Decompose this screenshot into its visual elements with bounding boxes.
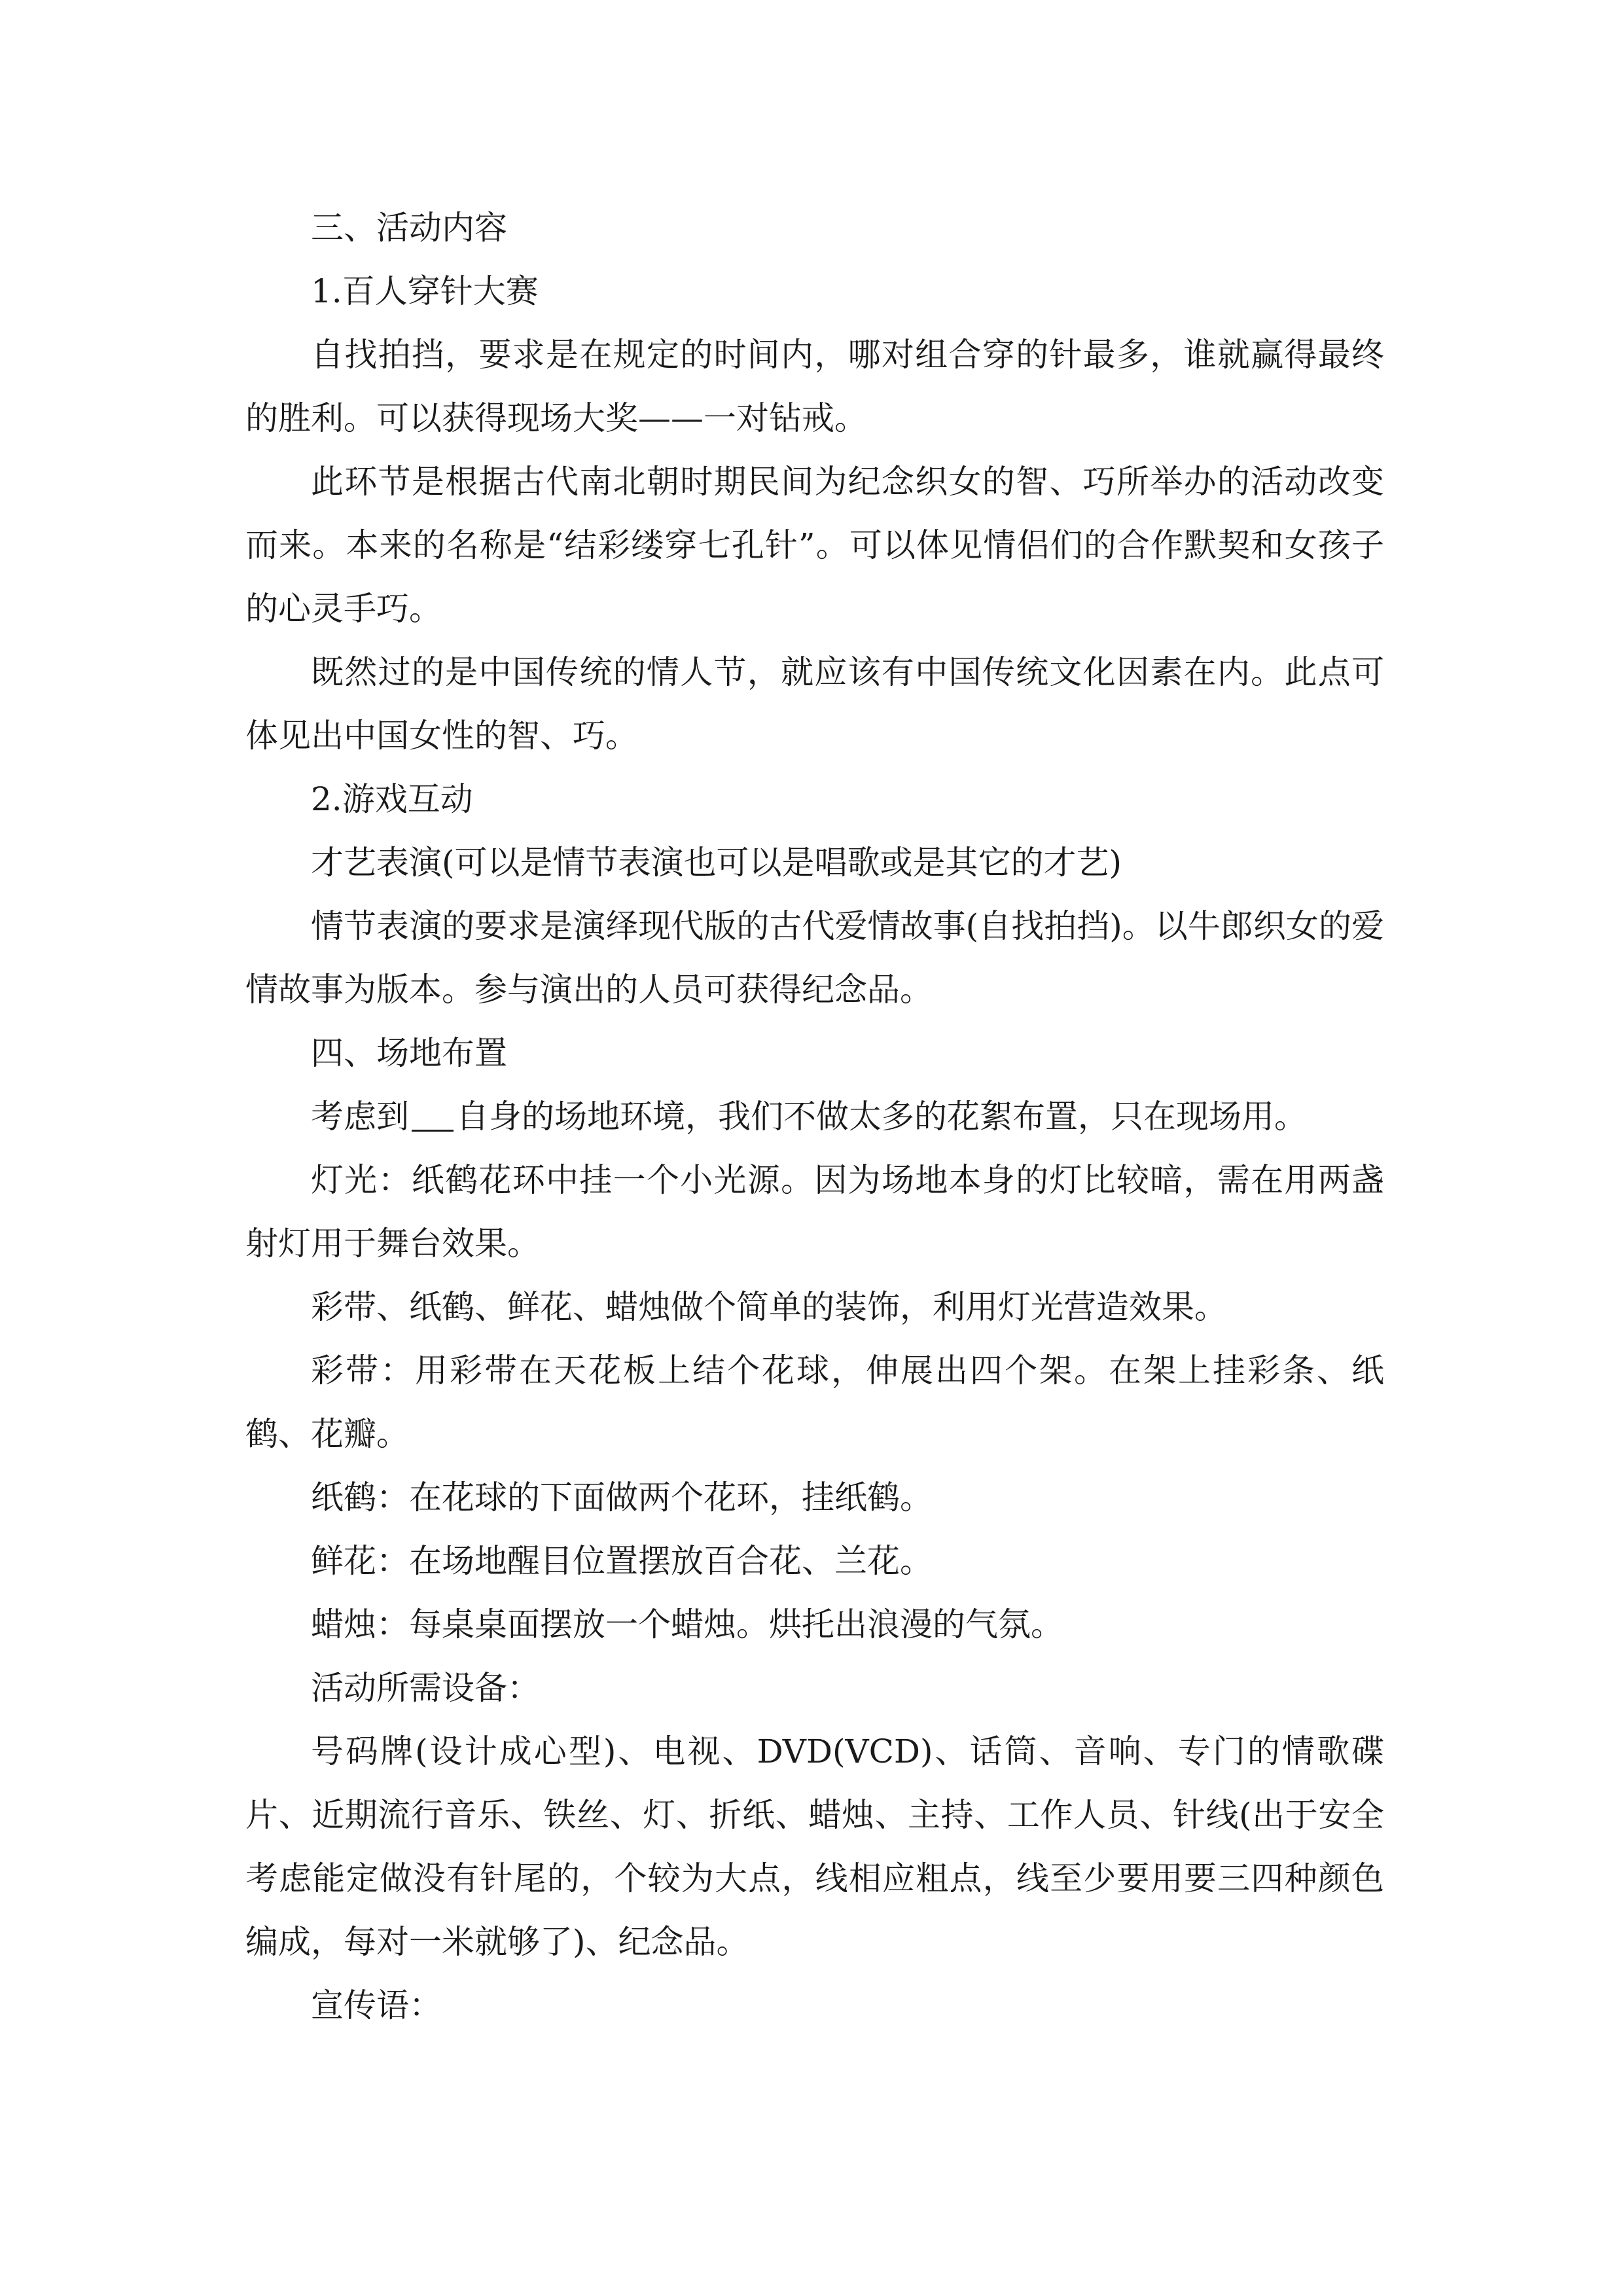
item-1-rules: 自找拍挡，要求是在规定的时间内，哪对组合穿的针最多，谁就赢得最终的胜利。可以获得现场大奖——一对钻戒。 (245, 336, 1384, 437)
venue-intro-before: 考虑到 (311, 1098, 409, 1136)
ribbons: 彩带：用彩带在天花板上结个花球，伸展出四个架。在架上挂彩条、纸鹤、花瓣。 (245, 1352, 1384, 1453)
equipment-heading: 活动所需设备： (311, 1669, 540, 1707)
document-page (245, 196, 1384, 2037)
item-1-origin: 此环节是根据古代南北朝时期民间为纪念织女的智、巧所举办的活动改变而来。本来的名称是“结彩缕穿七孔针”。可以体见情侣们的合作默契和女孩子的心灵手巧。 (245, 463, 1384, 628)
item-1-meaning: 既然过的是中国传统的情人节，就应该有中国传统文化因素在内。此点可体见出中国女性的智、巧。 (245, 653, 1384, 755)
item-1-heading: 1.百人穿针大赛 (311, 272, 539, 310)
item-2-drama: 情节表演的要求是演绎现代版的古代爱情故事(自找拍挡)。以牛郎织女的爱情故事为版本。参与演出的人员可获得纪念品。 (245, 907, 1384, 1009)
venue-intro (245, 1085, 1384, 1149)
section-3-heading: 三、活动内容 (311, 209, 507, 247)
slogan-heading: 宣传语： (311, 1986, 442, 2024)
venue-intro-after: 自身的场地环境，我们不做太多的花絮布置，只在现场用。 (456, 1098, 1307, 1136)
lighting: 灯光：纸鹤花环中挂一个小光源。因为场地本身的灯比较暗，需在用两盏射灯用于舞台效果。 (245, 1161, 1384, 1263)
decor-summary: 彩带、纸鹤、鲜花、蜡烛做个简单的装饰，利用灯光营造效果。 (311, 1288, 1227, 1326)
item-2-heading: 2.游戏互动 (311, 780, 473, 818)
section-4-heading: 四、场地布置 (311, 1034, 507, 1072)
equipment-list: 号码牌(设计成心型)、电视、DVD(VCD)、话筒、音响、专门的情歌碟片、近期流行音乐、铁丝、灯、折纸、蜡烛、主持、工作人员、针线(出于安全考虑能定做没有针尾的，个较为大点，线相应粗点，线至少要用要三四种颜色编成，每对一米就够了)、纪念品。 (245, 1732, 1384, 1961)
cranes: 纸鹤：在花球的下面做两个花环，挂纸鹤。 (311, 1479, 933, 1516)
item-2-talent: 才艺表演(可以是情节表演也可以是唱歌或是其它的才艺) (311, 844, 1122, 882)
candles: 蜡烛：每桌桌面摆放一个蜡烛。烘托出浪漫的气氛。 (311, 1605, 1063, 1643)
flowers: 鲜花：在场地醒目位置摆放百合花、兰花。 (311, 1542, 933, 1580)
blank-underline (412, 1098, 454, 1132)
